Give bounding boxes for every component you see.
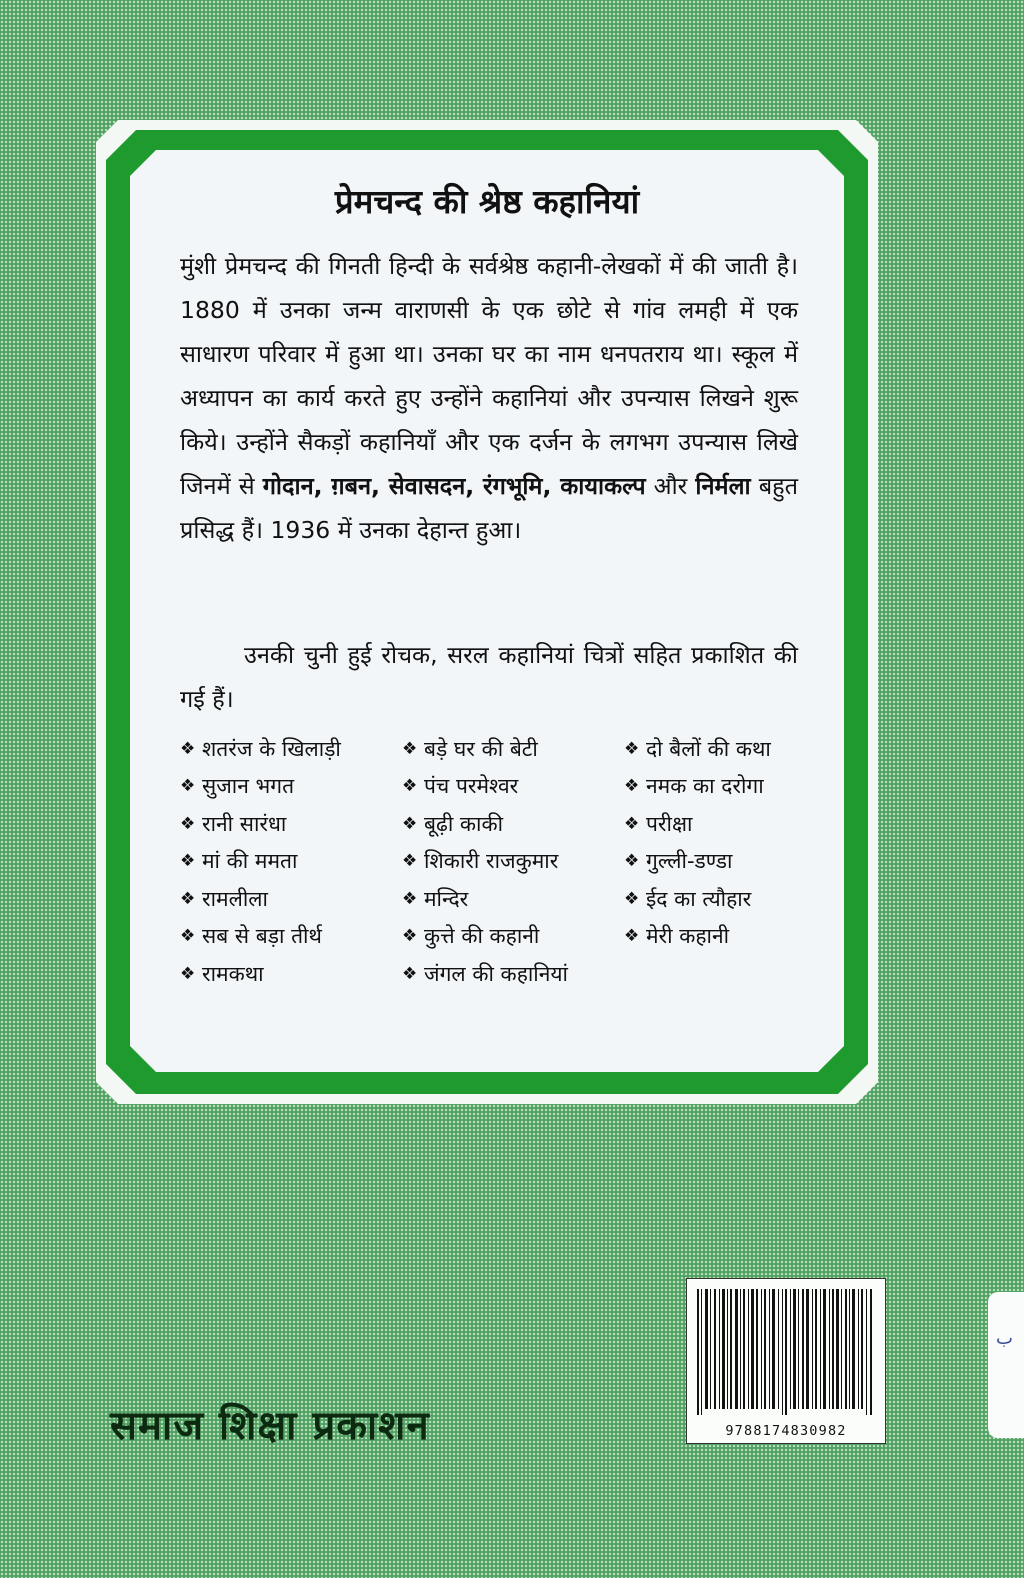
story-title: परीक्षा: [646, 811, 693, 836]
story-title: बूढ़ी काकी: [424, 811, 504, 836]
side-sticker: [988, 1292, 1024, 1438]
story-title: रामलीला: [202, 886, 268, 911]
story-title: सुजान भगत: [202, 774, 295, 799]
list-item: [180, 805, 402, 843]
list-item: [624, 805, 820, 843]
diamond-bullet-icon: ❖: [402, 776, 418, 797]
story-title: शतरंज के खिलाड़ी: [202, 736, 341, 761]
list-item: [402, 768, 624, 806]
barcode-bars: [695, 1289, 877, 1415]
story-title: रानी सारंधा: [202, 811, 287, 836]
list-item: [402, 955, 624, 993]
list-item: [180, 843, 402, 881]
diamond-bullet-icon: ❖: [180, 926, 196, 947]
diamond-bullet-icon: ❖: [624, 888, 640, 909]
list-item: [402, 843, 624, 881]
list-item: [624, 843, 820, 881]
diamond-bullet-icon: ❖: [180, 888, 196, 909]
diamond-bullet-icon: ❖: [402, 851, 418, 872]
list-item: [402, 918, 624, 956]
list-item: [180, 730, 402, 768]
isbn-number: 9788174830982: [725, 1423, 847, 1439]
intro-text-2: और: [645, 472, 696, 500]
story-title: गुल्ली-डण्डा: [646, 849, 733, 874]
intro-text-3: बहुत प्रसिद्ध हैं। 1936 में उनका देहान्त हुआ।: [180, 472, 798, 544]
list-item: [402, 880, 624, 918]
isbn-barcode: [686, 1278, 886, 1444]
list-item: [624, 730, 820, 768]
novels-highlight-2: निर्मला: [695, 472, 751, 500]
diamond-bullet-icon: ❖: [180, 738, 196, 759]
story-title: मेरी कहानी: [646, 924, 730, 949]
novels-highlight-1: गोदान, ग़बन, सेवासदन, रंगभूमि, कायाकल्प: [262, 472, 646, 500]
list-item: [624, 918, 820, 956]
story-title: शिकारी राजकुमार: [424, 849, 559, 874]
publisher-name: समाज शिक्षा प्रकाशन: [110, 1403, 430, 1449]
diamond-bullet-icon: ❖: [624, 776, 640, 797]
diamond-bullet-icon: ❖: [402, 926, 418, 947]
story-title: नमक का दरोगा: [646, 774, 764, 799]
sticker-mark: ب: [996, 1328, 1013, 1349]
diamond-bullet-icon: ❖: [624, 926, 640, 947]
diamond-bullet-icon: ❖: [402, 888, 418, 909]
story-title: मां की ममता: [202, 849, 298, 874]
intro-paragraph: [180, 244, 798, 552]
story-title: कुत्ते की कहानी: [424, 924, 540, 949]
diamond-bullet-icon: ❖: [402, 813, 418, 834]
story-title: रामकथा: [202, 961, 264, 986]
intro-text-1: मुंशी प्रेमचन्द की गिनती हिन्दी के सर्वश्रेष्ठ कहानी-लेखकों में की जाती है। 1880 में उनका जन्म वाराणसी के एक छोटे से गांव लमही में एक साधारण परिवार में हुआ था। उनका घर का नाम धनपतराय था। स्कूल में अध्यापन का कार्य करते हुए उन्होंने कहानियां और उपन्यास लिखने शुरू किये। उन्होंने सैकड़ों कहानियाँ और एक दर्जन के लगभग उपन्यास लिखे जिनमें से: [180, 252, 798, 500]
story-title: बड़े घर की बेटी: [424, 736, 538, 761]
list-item: [180, 955, 402, 993]
diamond-bullet-icon: ❖: [180, 813, 196, 834]
diamond-bullet-icon: ❖: [402, 738, 418, 759]
list-item: [180, 880, 402, 918]
diamond-bullet-icon: ❖: [624, 738, 640, 759]
list-item: [402, 805, 624, 843]
story-title: ईद का त्यौहार: [646, 886, 752, 911]
list-item: [624, 880, 820, 918]
story-title: सब से बड़ा तीर्थ: [202, 924, 322, 949]
story-title: जंगल की कहानियां: [424, 961, 568, 986]
story-list: [180, 730, 820, 993]
list-item: [180, 918, 402, 956]
intro-paragraph-2: उनकी चुनी हुई रोचक, सरल कहानियां चित्रों सहित प्रकाशित की गई हैं।: [180, 641, 798, 713]
diamond-bullet-icon: ❖: [180, 776, 196, 797]
list-item: [402, 730, 624, 768]
list-item: [624, 768, 820, 806]
story-title: दो बैलों की कथा: [646, 736, 771, 761]
diamond-bullet-icon: ❖: [180, 963, 196, 984]
book-title: प्रेमचन्द की श्रेष्ठ कहानियां: [334, 182, 640, 221]
story-title: पंच परमेश्वर: [424, 774, 519, 799]
diamond-bullet-icon: ❖: [180, 851, 196, 872]
story-title: मन्दिर: [424, 886, 469, 911]
diamond-bullet-icon: ❖: [402, 963, 418, 984]
diamond-bullet-icon: ❖: [624, 813, 640, 834]
diamond-bullet-icon: ❖: [624, 851, 640, 872]
list-item: [180, 768, 402, 806]
